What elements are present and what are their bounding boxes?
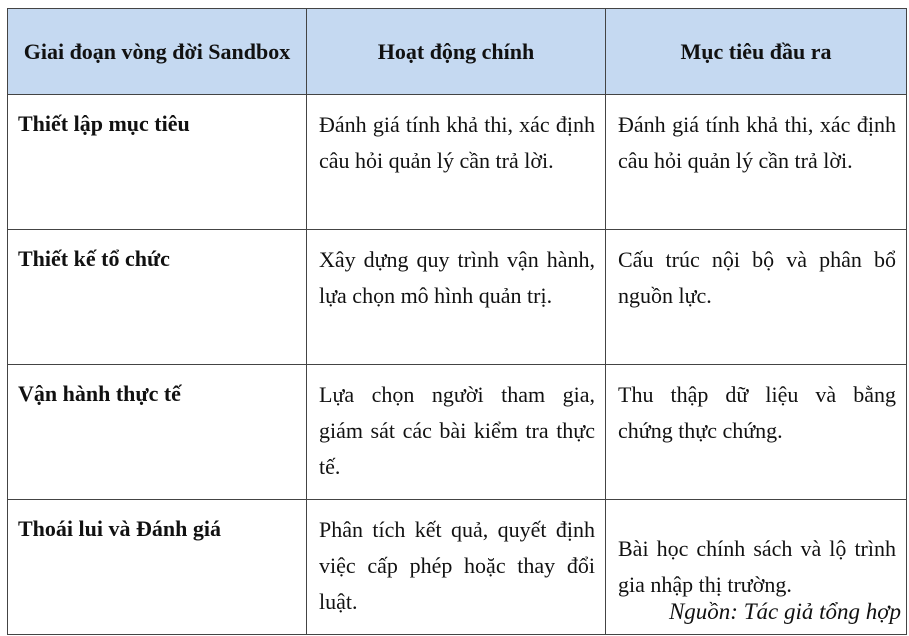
activity-cell: Phân tích kết quả, quyết định việc cấp phép hoặc thay đổi luật.: [307, 500, 606, 635]
stage-cell: Thiết lập mục tiêu: [8, 95, 307, 230]
outcome-cell: Thu thập dữ liệu và bằng chứng thực chứng.: [606, 365, 907, 500]
activity-cell: Lựa chọn người tham gia, giám sát các bài kiểm tra thực tế.: [307, 365, 606, 500]
source-caption: Nguồn: Tác giả tổng hợp: [668, 599, 901, 624]
table-header-row: [8, 9, 907, 95]
activity-cell: Xây dựng quy trình vận hành, lựa chọn mô hình quản trị.: [307, 230, 606, 365]
stage-cell: Vận hành thực tế: [8, 365, 307, 500]
outcome-cell: Bài học chính sách và lộ trình gia nhập thị trường.: [606, 500, 907, 635]
outcome-cell: Đánh giá tính khả thi, xác định câu hỏi quản lý cần trả lời.: [606, 95, 907, 230]
table-row: [8, 230, 907, 365]
activity-cell: Đánh giá tính khả thi, xác định câu hỏi quản lý cần trả lời.: [307, 95, 606, 230]
outcome-cell: Cấu trúc nội bộ và phân bổ nguồn lực.: [606, 230, 907, 365]
header-output-goals: Mục tiêu đầu ra: [606, 9, 907, 95]
stage-cell: Thiết kế tổ chức: [8, 230, 307, 365]
header-lifecycle-stage: Giai đoạn vòng đời Sandbox: [8, 9, 307, 95]
table-row: [8, 365, 907, 500]
header-main-activities: Hoạt động chính: [307, 9, 606, 95]
sandbox-lifecycle-table: [7, 8, 907, 635]
stage-cell: Thoái lui và Đánh giá: [8, 500, 307, 635]
table-row: [8, 95, 907, 230]
